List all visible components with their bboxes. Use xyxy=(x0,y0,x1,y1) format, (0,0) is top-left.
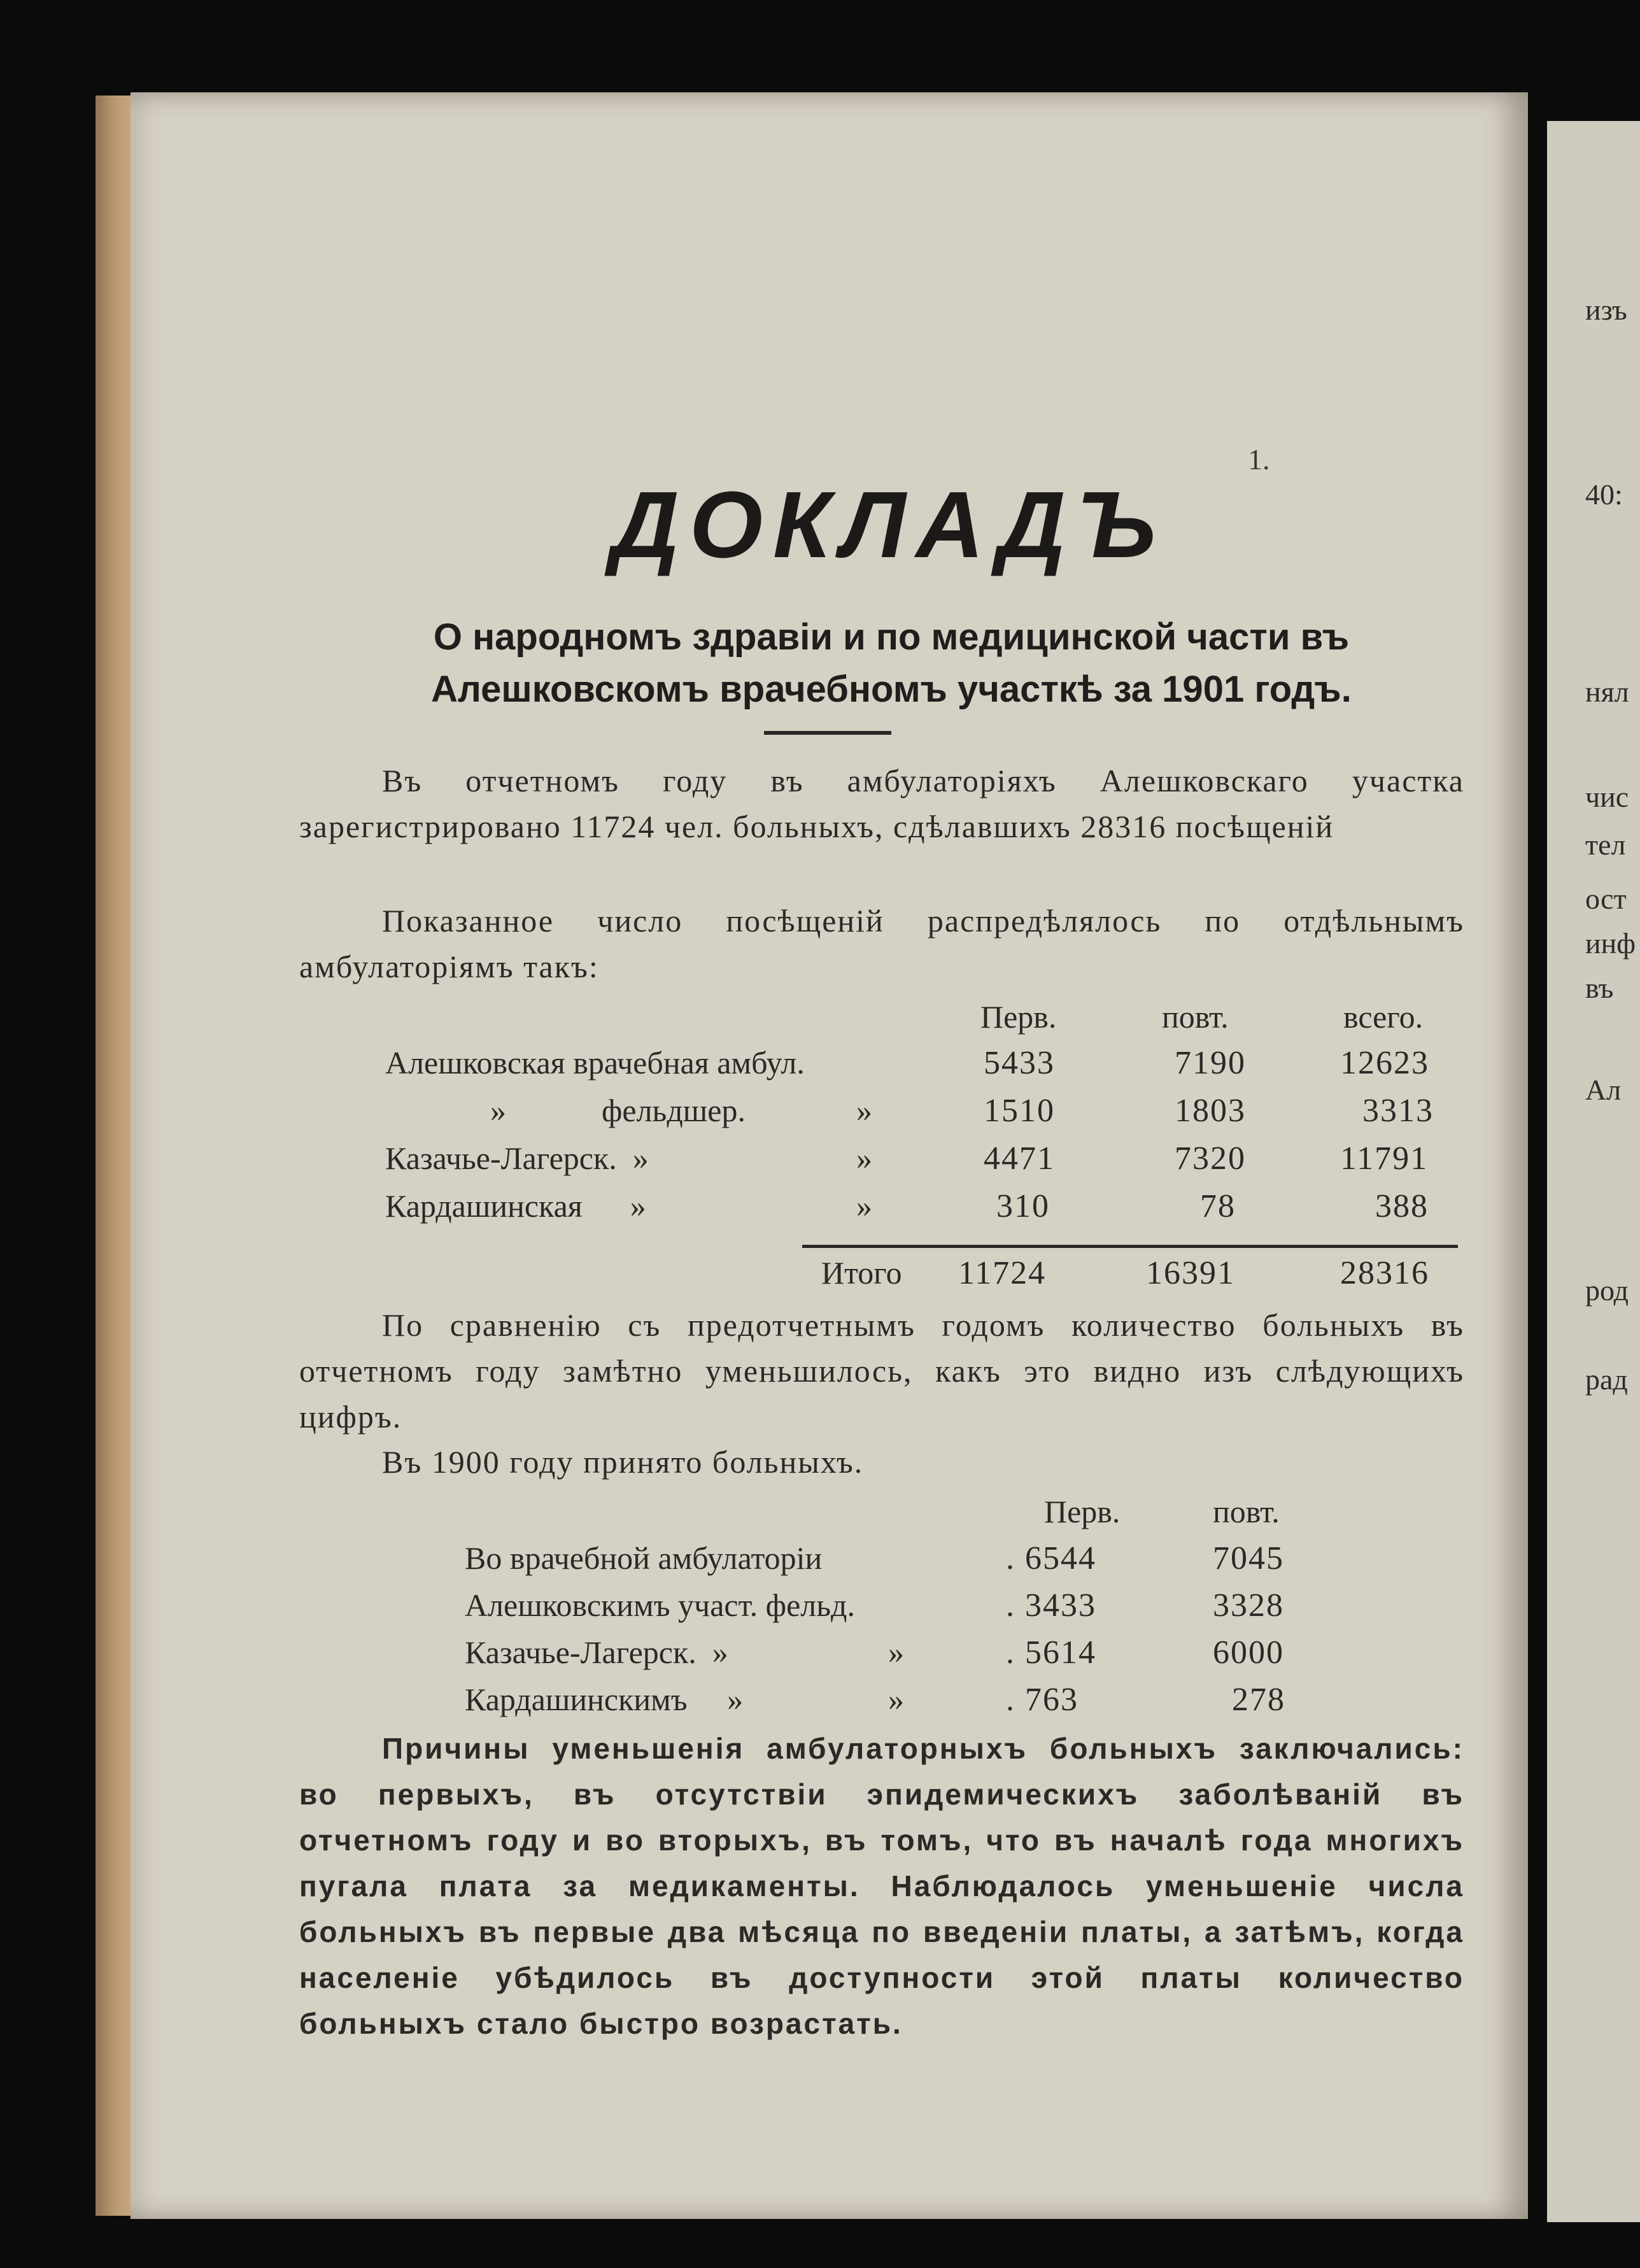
table2-row-repeat: 3328 xyxy=(1213,1587,1284,1624)
table1-row-total: 388 xyxy=(1375,1188,1429,1224)
adjacent-page-fragment: 40: xyxy=(1585,478,1623,511)
table1-header-repeat: повт. xyxy=(1162,999,1229,1035)
table1-row-repeat: 7190 xyxy=(1175,1045,1246,1081)
table1-header-total: всего. xyxy=(1343,999,1424,1035)
adjacent-page-fragment: Ал xyxy=(1585,1074,1622,1106)
table1-total-rule xyxy=(802,1245,1458,1248)
table1-row-first: 5433 xyxy=(984,1045,1055,1081)
table1-row-first: 4471 xyxy=(984,1140,1055,1177)
table2-row-ditto: » xyxy=(888,1682,904,1717)
table1-row-total: 3313 xyxy=(1362,1093,1434,1129)
table2-row-repeat: 6000 xyxy=(1213,1634,1284,1671)
table1-total-repeat: 16391 xyxy=(1146,1255,1235,1291)
table1-row-total: 12623 xyxy=(1340,1045,1429,1081)
table1-row-name: » фельдшер. xyxy=(490,1093,746,1128)
table2-row-name: Во врачебной амбулаторіи xyxy=(465,1540,823,1576)
table2-header-first: Перв. xyxy=(1044,1494,1120,1529)
table2-row-name: Алешковскимъ участ. фельд. xyxy=(465,1587,855,1623)
adjacent-page-fragment: тел xyxy=(1585,828,1626,861)
paragraph-1900: Въ 1900 году принято больныхъ. xyxy=(382,1444,864,1480)
paragraph-reasons: Причины уменьшенія амбулаторныхъ больныхъ заключались: во первыхъ, въ отсутствіи эпидемическихъ заболѣваній въ отчетномъ году и во вторыхъ, въ томъ, что въ началѣ года многихъ пугала плата за медикаменты. Наблюдалось уменьшеніе числа больныхъ въ первые два мѣсяца по введеніи платы, а затѣмъ, когда населеніе убѣдилось въ доступности этой платы количество больныхъ стало быстро возрастать. xyxy=(299,1732,1464,2040)
table1-row-name: Кардашинская » xyxy=(385,1188,646,1224)
adjacent-page xyxy=(1547,121,1640,2222)
table1-row-ditto: » xyxy=(856,1093,872,1128)
table1-row-name: Казачье-Лагерск. » xyxy=(385,1140,649,1176)
table2-row-ditto: » xyxy=(888,1634,904,1670)
report-subtitle: О народномъ здравіи и по медицинской части въ Алешковскомъ врачебномъ участкѣ за 1901 годъ. xyxy=(431,616,1352,710)
table1-total-total: 28316 xyxy=(1340,1255,1429,1291)
paragraph-distribution: Показанное число посѣщеній распредѣлялось по отдѣльнымъ амбулаторіямъ такъ: xyxy=(299,903,1464,984)
table2-row-name: Казачье-Лагерск. » xyxy=(465,1634,728,1670)
table1-row-repeat: 7320 xyxy=(1175,1140,1246,1177)
adjacent-page-fragment: изъ xyxy=(1585,294,1627,326)
table1-row-first: 310 xyxy=(996,1188,1050,1224)
table2-row-name: Кардашинскимъ » xyxy=(465,1682,744,1717)
title-divider xyxy=(764,731,891,735)
adjacent-page-fragment: въ xyxy=(1585,972,1614,1004)
table1-row-total: 11791 xyxy=(1340,1140,1429,1177)
adjacent-page-fragment: инф xyxy=(1585,927,1636,960)
adjacent-page-fragment: чис xyxy=(1585,781,1629,813)
table1-row-ditto: » xyxy=(856,1140,872,1176)
table1-row-name: Алешковская врачебная амбул. xyxy=(385,1045,805,1081)
table1-row-first: 1510 xyxy=(984,1093,1055,1129)
adjacent-page-fragment: ост xyxy=(1585,882,1627,915)
table2-row-first: . 5614 xyxy=(1006,1634,1096,1671)
table1-row-repeat: 1803 xyxy=(1175,1093,1246,1129)
adjacent-page-fragment: рад xyxy=(1585,1363,1628,1396)
adjacent-page-fragment: род xyxy=(1585,1274,1629,1307)
table1-total-first: 11724 xyxy=(958,1255,1047,1291)
table1-header-first: Перв. xyxy=(980,999,1057,1035)
table2-row-repeat: 7045 xyxy=(1213,1540,1284,1577)
table2-row-first: . 763 xyxy=(1006,1682,1078,1718)
table2-row-first: . 6544 xyxy=(1006,1540,1096,1577)
paragraph-comparison: По сравненію съ предотчетнымъ годомъ количество больныхъ въ отчетномъ году замѣтно уменьшилось, какъ это видно изъ слѣдующихъ цифръ. xyxy=(299,1307,1464,1435)
table2-row-repeat: 278 xyxy=(1232,1682,1285,1718)
table1-row-repeat: 78 xyxy=(1200,1188,1236,1224)
table1-total-label: Итого xyxy=(821,1255,902,1291)
table2-header-repeat: повт. xyxy=(1213,1494,1280,1529)
paragraph-intro: Въ отчетномъ году въ амбулаторіяхъ Алешковскаго участка зарегистрировано 11724 чел. больныхъ, сдѣлавшихъ 28316 посѣщеній xyxy=(299,763,1464,844)
page-number: 1. xyxy=(1248,443,1270,476)
report-title: ДОКЛАДЪ xyxy=(611,472,1167,578)
table1-row-ditto: » xyxy=(856,1188,872,1224)
adjacent-page-fragment: нял xyxy=(1585,676,1629,708)
table2-row-first: . 3433 xyxy=(1006,1587,1096,1624)
